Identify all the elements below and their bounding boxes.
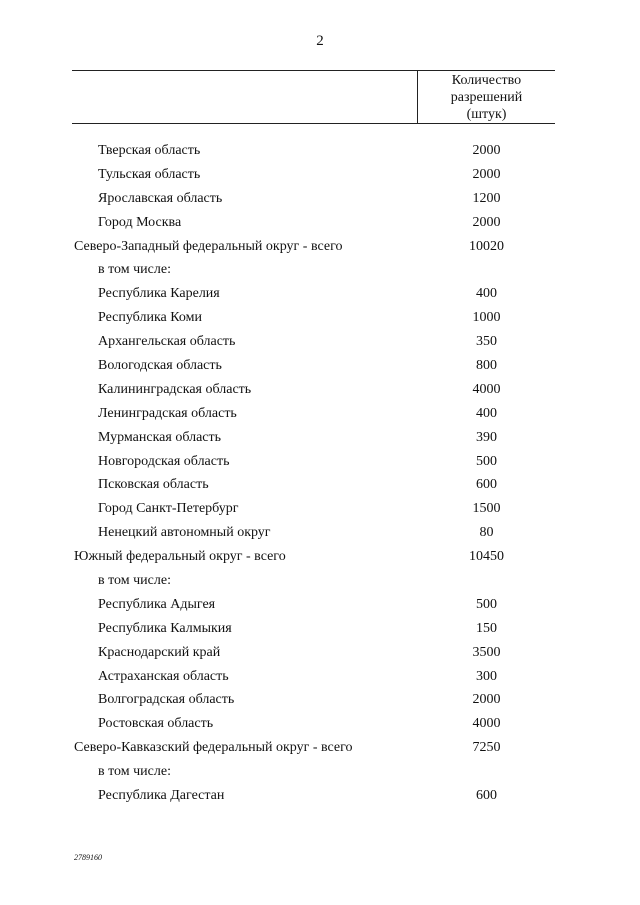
table-row	[0, 379, 640, 403]
permit-count: 150	[476, 620, 497, 636]
table-row	[0, 307, 640, 331]
permit-count: 400	[476, 405, 497, 421]
permit-count: 7250	[472, 740, 501, 756]
region-name: в том числе:	[98, 262, 171, 278]
region-name: Вологодская область	[98, 358, 222, 374]
region-name: Город Санкт-Петербург	[98, 501, 239, 517]
district-name: Северо-Кавказский федеральный округ - всего	[74, 740, 353, 756]
region-name: Республика Адыгея	[98, 596, 216, 612]
table-row	[0, 331, 640, 355]
permit-count: 400	[476, 286, 497, 302]
region-name: Волгоградская область	[98, 692, 235, 708]
table-row	[0, 355, 640, 379]
permit-count: 2000	[472, 143, 501, 158]
column-header-line: (штук)	[466, 107, 507, 122]
permit-count: 350	[476, 334, 497, 350]
region-name: в том числе:	[98, 764, 171, 780]
document-code: 2789160	[74, 853, 102, 862]
region-name: Мурманская область	[98, 429, 222, 445]
district-name: Северо-Западный федеральный округ - всего	[74, 238, 343, 254]
permit-count: 500	[476, 453, 497, 469]
region-name: Республика Дагестан	[98, 788, 225, 804]
page-number: 2	[316, 33, 324, 49]
permit-count: 300	[476, 668, 497, 684]
region-name: Город Москва	[98, 214, 182, 230]
permit-count: 800	[476, 358, 497, 374]
region-name: Архангельская область	[98, 334, 236, 350]
region-name: Краснодарский край	[98, 644, 221, 660]
table-row	[0, 427, 640, 451]
region-name: Псковская область	[98, 477, 209, 493]
table-row	[0, 689, 640, 713]
table-row	[0, 259, 640, 283]
table-row	[0, 522, 640, 546]
region-name: Ростовская область	[98, 716, 214, 732]
table-row	[0, 164, 640, 188]
table-row	[0, 713, 640, 737]
header-bottom-rule	[72, 123, 555, 124]
permit-count: 2000	[472, 214, 501, 230]
table-row	[0, 618, 640, 642]
table-row	[0, 403, 640, 427]
table-row	[0, 140, 640, 164]
table-row	[0, 737, 640, 761]
table-body	[0, 140, 640, 809]
table-row	[0, 474, 640, 498]
region-name: Калининградская область	[98, 381, 252, 397]
table-row	[0, 570, 640, 594]
permit-count: 4000	[472, 381, 501, 397]
region-name: Новгородская область	[98, 453, 230, 469]
table-row	[0, 212, 640, 236]
region-name: Тульская область	[98, 166, 201, 182]
table-row	[0, 236, 640, 260]
permit-count: 390	[476, 429, 497, 445]
permit-count: 3500	[472, 644, 501, 660]
table-row	[0, 642, 640, 666]
permit-count: 4000	[472, 716, 501, 732]
permit-count: 1200	[472, 190, 501, 206]
permit-count: 600	[476, 788, 497, 804]
permit-count: 80	[479, 525, 494, 541]
table-row	[0, 546, 640, 570]
table-row	[0, 666, 640, 690]
region-name: Ярославская область	[98, 190, 223, 206]
region-name: Республика Коми	[98, 310, 202, 326]
table-row	[0, 594, 640, 618]
region-name: Ленинградская область	[98, 405, 237, 421]
region-name: Республика Карелия	[98, 286, 220, 302]
table-row	[0, 498, 640, 522]
column-header-line: разрешений	[450, 90, 523, 105]
permit-count: 2000	[472, 692, 501, 708]
district-name: Южный федеральный округ - всего	[74, 549, 286, 565]
permit-count: 600	[476, 477, 497, 493]
permit-count: 1500	[472, 501, 501, 517]
permit-count: 1000	[472, 310, 501, 326]
region-name: Республика Калмыкия	[98, 620, 232, 636]
table-top-rule	[72, 70, 555, 71]
region-name: в том числе:	[98, 573, 171, 589]
permit-count: 10450	[469, 549, 504, 565]
permit-count: 2000	[472, 166, 501, 182]
region-name: Тверская область	[98, 143, 201, 158]
table-row	[0, 785, 640, 809]
permit-count: 500	[476, 596, 497, 612]
table-row	[0, 188, 640, 212]
column-header-line: Количество	[451, 73, 522, 88]
table-row	[0, 451, 640, 475]
region-name: Астраханская область	[98, 668, 229, 684]
table-row	[0, 283, 640, 307]
table-row	[0, 761, 640, 785]
column-header-permits	[418, 72, 555, 123]
permit-count: 10020	[469, 238, 504, 254]
region-name: Ненецкий автономный округ	[98, 525, 271, 541]
